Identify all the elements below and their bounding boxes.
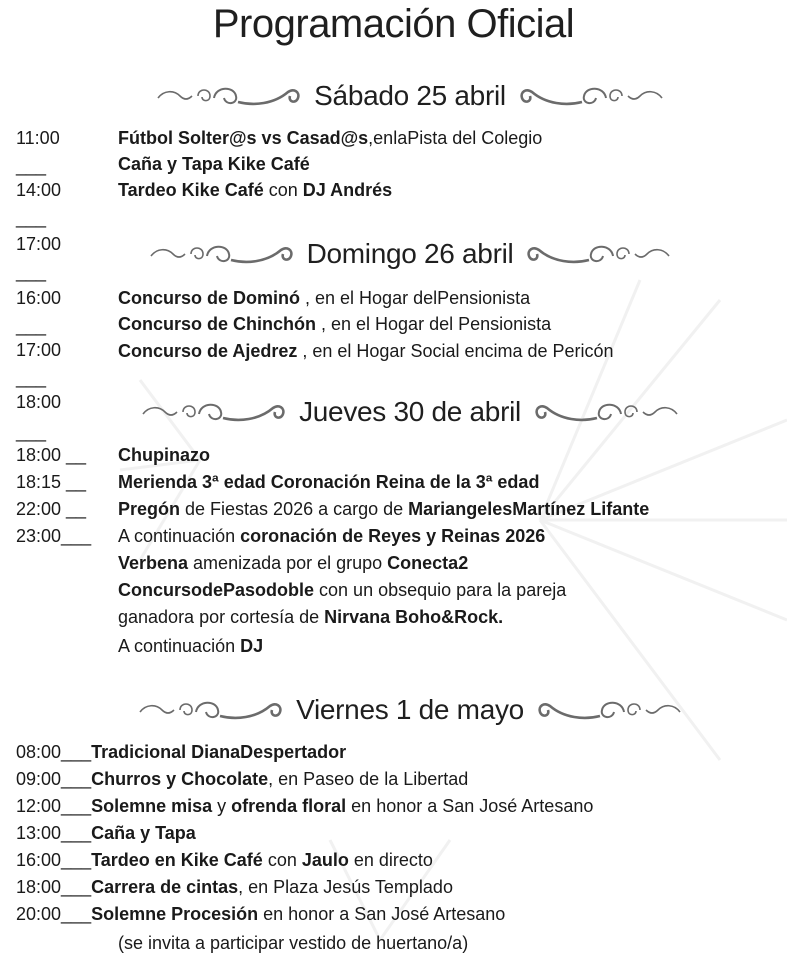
- flourish-left-icon: [136, 696, 286, 724]
- event-row: [16, 821, 196, 845]
- event-row: [118, 312, 551, 336]
- event-detail: en honor a San José Artesano: [346, 796, 594, 816]
- time-label: 18:15 __: [16, 472, 87, 492]
- flourish-right-icon: [516, 82, 666, 110]
- time-label: 18:00___: [16, 877, 92, 897]
- time-separator: ___: [16, 368, 47, 388]
- day-header-sunday: [140, 234, 680, 274]
- time-label: 11:00: [16, 128, 60, 148]
- event-row: [118, 339, 614, 363]
- event-detail: A continuación: [118, 526, 241, 546]
- time-separator: ___: [16, 156, 47, 176]
- event-row: [16, 794, 593, 818]
- time-label: 14:00: [16, 180, 62, 200]
- day-header-thursday: [140, 392, 680, 432]
- time-label: 18:00: [16, 392, 62, 412]
- event-title: Caña y Tapa: [91, 823, 196, 843]
- time-label: 22:00 __: [16, 499, 87, 519]
- day-label: Domingo 26 abril: [306, 238, 514, 269]
- time-separator: ___: [16, 208, 47, 228]
- event-row: [16, 902, 505, 926]
- event-detail: con: [263, 180, 303, 200]
- event-title: Carrera de cintas: [91, 877, 239, 897]
- event-title: Jaulo: [301, 850, 349, 870]
- event-detail: , en el Hogar delPensionista: [300, 288, 531, 308]
- event-title: Merienda 3ª edad Coronación Reina de la 3ª edad: [118, 472, 540, 492]
- time-label: 16:00___: [16, 850, 92, 870]
- day-header-saturday: [140, 76, 680, 116]
- page-title: Programación Oficial: [212, 2, 575, 46]
- event-title: Tardeo Kike Café: [118, 180, 264, 200]
- event-row: [16, 875, 453, 899]
- event-row: [16, 497, 649, 521]
- flourish-left-icon: [154, 82, 304, 110]
- flourish-right-icon: [534, 696, 684, 724]
- event-title: MariangelesMartínez Lifante: [408, 499, 650, 519]
- event-detail: de Fiestas 2026 a cargo de: [180, 499, 409, 519]
- event-title: Pregón: [118, 499, 181, 519]
- event-row: [118, 178, 392, 202]
- time-label: 16:00: [16, 288, 62, 308]
- event-title: Nirvana Boho&Rock.: [324, 607, 504, 627]
- event-detail: amenizada por el grupo: [188, 553, 388, 573]
- event-title: Concurso de Dominó: [118, 288, 301, 308]
- event-detail: en honor a San José Artesano: [258, 904, 506, 924]
- event-title: DJ Andrés: [302, 180, 393, 200]
- event-row: [118, 605, 503, 629]
- event-title: Chupinazo: [118, 445, 210, 465]
- event-row: [118, 286, 530, 310]
- event-row: [16, 848, 433, 872]
- event-detail: ganadora por cortesía de: [118, 607, 325, 627]
- event-detail: , en el Hogar Social encima de Pericón: [297, 341, 614, 361]
- event-detail: con: [262, 850, 302, 870]
- flourish-right-icon: [531, 398, 681, 426]
- event-title: ConcursodePasodoble: [118, 580, 315, 600]
- flourish-left-icon: [139, 398, 289, 426]
- day-label: Jueves 30 de abril: [299, 396, 521, 427]
- time-label: 17:00: [16, 340, 62, 360]
- day-header-friday: [140, 690, 680, 730]
- time-label: 08:00___: [16, 742, 92, 762]
- event-title: Solemne Procesión: [91, 904, 259, 924]
- time-separator: ___: [16, 316, 47, 336]
- event-detail: , en Paseo de la Libertad: [268, 769, 469, 789]
- event-row: [16, 443, 210, 467]
- time-label: 17:00: [16, 234, 62, 254]
- event-title: DJ: [240, 636, 264, 656]
- event-row: [118, 634, 263, 658]
- time-label: 20:00___: [16, 904, 92, 924]
- event-note: (se invita a participar vestido de huertano/a): [118, 933, 469, 953]
- event-row: [16, 524, 545, 548]
- event-row: [118, 152, 310, 176]
- event-row: [118, 551, 468, 575]
- event-detail: , en Plaza Jesús Templado: [238, 877, 453, 897]
- event-row: [16, 740, 346, 764]
- event-detail: en directo: [348, 850, 433, 870]
- event-row: [118, 126, 542, 150]
- time-label: 12:00___: [16, 796, 92, 816]
- event-row: [118, 578, 566, 602]
- event-detail: y: [212, 796, 232, 816]
- time-label: 13:00___: [16, 823, 92, 843]
- day-label: Viernes 1 de mayo: [296, 694, 524, 725]
- event-detail: con un obsequio para la pareja: [314, 580, 567, 600]
- time-label: 09:00___: [16, 769, 92, 789]
- flourish-left-icon: [147, 240, 297, 268]
- day-label: Sábado 25 abril: [314, 80, 506, 111]
- time-separator: ___: [16, 422, 47, 442]
- time-label: 18:00 __: [16, 445, 87, 465]
- flourish-right-icon: [523, 240, 673, 268]
- time-label: 23:00___: [16, 526, 92, 546]
- event-title: coronación de Reyes y Reinas 2026: [240, 526, 546, 546]
- time-separator: ___: [16, 262, 47, 282]
- event-row: [16, 470, 539, 494]
- event-title: Tradicional DianaDespertador: [91, 742, 347, 762]
- event-title: Concurso de Ajedrez: [118, 341, 298, 361]
- event-title: Churros y Chocolate: [91, 769, 269, 789]
- event-title: ofrenda floral: [231, 796, 347, 816]
- event-title: Solemne misa: [91, 796, 213, 816]
- event-detail: ,enlaPista del Colegio: [368, 128, 543, 148]
- event-title: Fútbol Solter@s vs Casad@s: [118, 128, 369, 148]
- event-title: Tardeo en Kike Café: [91, 850, 263, 870]
- event-title: Concurso de Chinchón: [118, 314, 316, 334]
- event-row: [16, 767, 468, 791]
- event-detail: A continuación: [118, 636, 241, 656]
- event-title: Caña y Tapa Kike Café: [118, 154, 310, 174]
- event-detail: , en el Hogar del Pensionista: [316, 314, 552, 334]
- event-title: Verbena: [118, 553, 189, 573]
- event-title: Conecta2: [387, 553, 469, 573]
